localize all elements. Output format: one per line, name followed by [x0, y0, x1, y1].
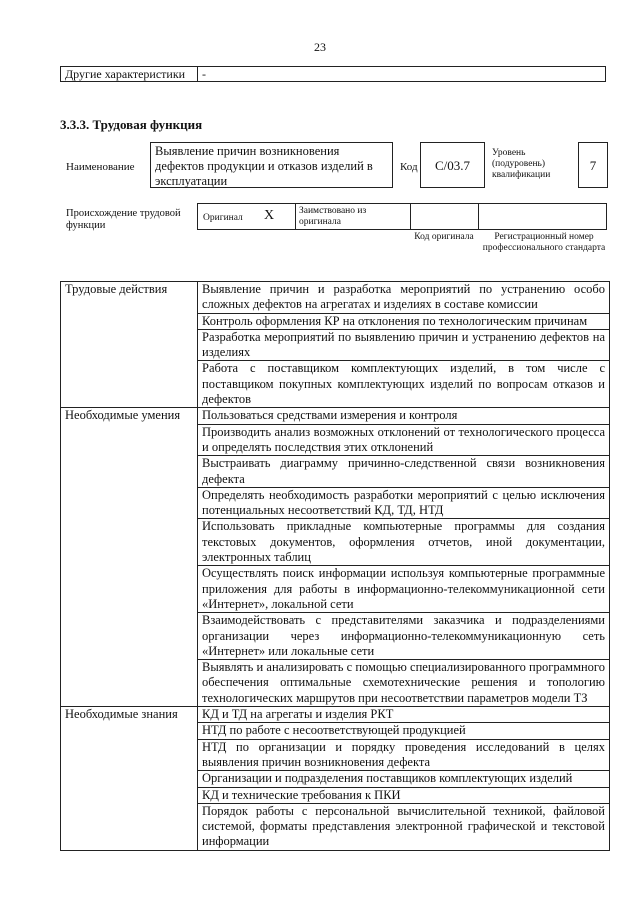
table-row: НТД по работе с несоответствующей продукцией — [198, 723, 610, 739]
table-row: Выявлять и анализировать с помощью специализированного программного обеспечения оптимальные схемотехнические решения и топологию технологических маршрутов при несоответствии параметров модели ТЗ — [198, 660, 610, 707]
table-row: Работа с поставщиком комплектующих изделий, в том числе с поставщиком покупных комплектующих изделий по вопросам отказов и дефектов — [198, 361, 610, 408]
table-row: Определять необходимость разработки мероприятий с целью исключения потенциальных несоответствий КД, ТД, НТД — [198, 487, 610, 519]
table-row: КД и технические требования к ПКИ — [198, 787, 610, 803]
table-row: Производить анализ возможных отклонений от технологического процесса и определять последствия этих отклонений — [198, 424, 610, 456]
other-characteristics-value: - — [198, 67, 606, 82]
table-row: Выстраивать диаграмму причинно-следственной связи возникновения дефекта — [198, 456, 610, 488]
table-row: КД и ТД на агрегаты и изделия РКТ — [198, 707, 610, 723]
category-required-skills: Необходимые умения — [61, 408, 198, 707]
page-number: 23 — [314, 40, 326, 54]
original-code-caption: Код оригинала — [414, 232, 474, 242]
section-title: 3.3.3. Трудовая функция — [60, 117, 203, 132]
table-row: Выявление причин и разработка мероприятий по устранению особо сложных дефектов на агрегатах и изделиях в составе комиссии — [198, 282, 610, 314]
origin-divider-3 — [478, 203, 479, 230]
code-label: Код — [400, 161, 418, 173]
table-row: НТД по организации и порядку проведения исследований в целях выявления причин возникновения дефекта — [198, 739, 610, 771]
function-name: Выявление причин возникновения дефектов продукции и отказов изделий в эксплуатации — [150, 142, 393, 188]
category-labor-actions: Трудовые действия — [61, 282, 198, 408]
original-mark: Х — [264, 208, 275, 223]
table-row: Порядок работы с персональной вычислительной техникой, файловой системой, форматы представления электронной графической и текстовой информации — [198, 803, 610, 850]
other-characteristics-table — [60, 66, 606, 82]
origin-label: Происхождение трудовой функции — [66, 208, 181, 231]
qualification-level: 7 — [578, 142, 608, 188]
function-code: С/03.7 — [420, 142, 485, 188]
original-label: Оригинал — [203, 213, 243, 223]
origin-divider-2 — [410, 203, 411, 230]
category-required-knowledge: Необходимые знания — [61, 707, 198, 851]
table-row: Разработка мероприятий по выявлению причин и устранению дефектов на изделиях — [198, 329, 610, 361]
table-row: Контроль оформления КР на отклонения по технологическим причинам — [198, 313, 610, 329]
table-row: Пользоваться средствами измерения и контроля — [198, 408, 610, 424]
origin-divider-1 — [295, 203, 296, 230]
name-label: Наименование — [66, 161, 135, 173]
registration-number-caption: Регистрационный номер профессионального стандарта — [482, 232, 606, 253]
table-row: Организации и подразделения поставщиков комплектующих изделий — [198, 771, 610, 787]
labor-function-table — [60, 281, 610, 851]
borrowed-label: Заимствовано из оригинала — [299, 206, 367, 227]
other-characteristics-label: Другие характеристики — [61, 67, 198, 82]
level-label: Уровень (подуровень) квалификации — [492, 148, 551, 180]
table-row: Осуществлять поиск информации используя компьютерные программные приложения для работы в информационно-телекоммуникационной сети «Интернет», локальной сети — [198, 566, 610, 613]
table-row: Взаимодействовать с представителями заказчика и подразделениями организации через информационно-телекоммуникационную сеть «Интернет» или локальные сети — [198, 613, 610, 660]
table-row: Использовать прикладные компьютерные программы для создания текстовых документов, оформления отчетов, иной документации, электронных таблиц — [198, 519, 610, 566]
